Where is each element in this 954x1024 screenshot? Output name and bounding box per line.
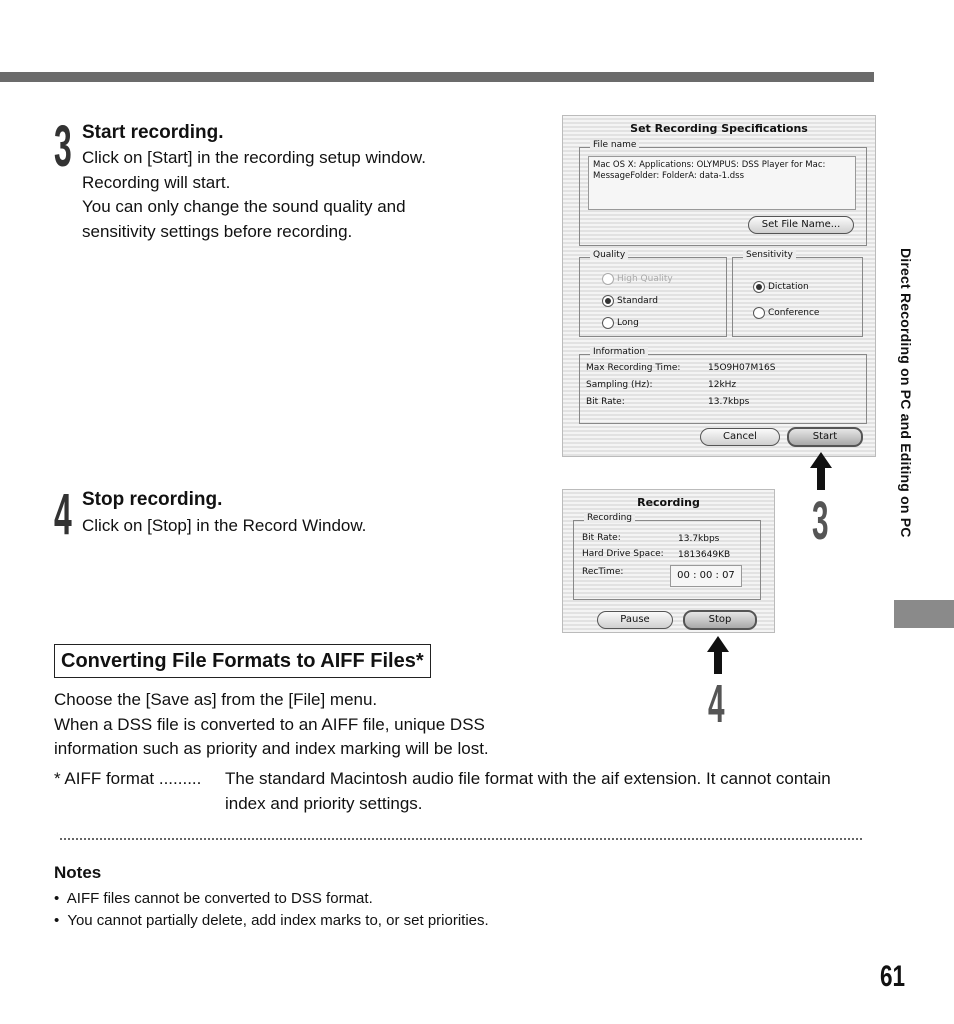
recording-dialog (562, 489, 775, 633)
long-label: Long (617, 318, 639, 328)
information-group (579, 347, 867, 424)
max-recording-time-value: 15O9H07M16S (708, 363, 776, 373)
footnote-description: The standard Macintosh audio file format with the aif extension. It cannot contain index and priority settings. (225, 769, 831, 813)
note-item: • You cannot partially delete, add index marks to, or set priorities. (54, 912, 489, 929)
set-file-name-button[interactable]: Set File Name... (748, 216, 854, 234)
conference-radio[interactable] (753, 307, 765, 319)
start-button[interactable]: Start (787, 427, 863, 447)
note-item-text: You cannot partially delete, add index marks to, or set priorities. (67, 912, 489, 929)
high-quality-radio[interactable] (602, 273, 614, 285)
step-4-title: Stop recording. (82, 489, 223, 510)
hard-drive-space-label: Hard Drive Space: (582, 549, 664, 559)
pause-button[interactable]: Pause (597, 611, 673, 629)
stop-button[interactable]: Stop (683, 610, 757, 630)
file-name-label: File name (590, 140, 639, 150)
hard-drive-space-value: 1813649KB (678, 550, 731, 560)
recording-group-label: Recording (584, 513, 635, 523)
bit-rate-value: 13.7kbps (708, 397, 750, 407)
step-3-text: Click on [Start] in the recording setup window. Recording will start. You can only change the sound quality and sensitivity settings before recording. (82, 148, 426, 241)
file-path-field[interactable] (588, 156, 856, 210)
recording-group (573, 513, 761, 600)
page-number: 61 (880, 960, 906, 993)
dictation-label: Dictation (768, 282, 809, 292)
section-text: Choose the [Save as] from the [File] menu. When a DSS file is converted to an AIFF file, unique DSS information such as priority and index marking will be lost. (54, 690, 489, 758)
dictation-radio[interactable] (753, 281, 765, 293)
step-3-number: 3 (54, 114, 72, 179)
arrow-up-icon (707, 636, 729, 674)
dotted-divider (60, 838, 862, 840)
top-rule (0, 72, 874, 82)
dialog-title: Recording (637, 496, 700, 509)
chapter-tab-marker (894, 600, 954, 628)
dialog-title: Set Recording Specifications (630, 122, 808, 135)
chapter-tab-label: Direct Recording on PC and Editing on PC (898, 248, 914, 538)
sampling-label: Sampling (Hz): (586, 380, 653, 390)
sampling-value: 12kHz (708, 380, 737, 390)
rec-time-value: 00 : 00 : 07 (670, 565, 742, 587)
step-4-number: 4 (54, 482, 72, 547)
step-4-text: Click on [Stop] in the Record Window. (82, 516, 367, 535)
conference-label: Conference (768, 308, 820, 318)
step-3-title: Start recording. (82, 122, 224, 143)
cancel-button[interactable]: Cancel (700, 428, 780, 446)
note-item: • AIFF files cannot be converted to DSS format. (54, 890, 373, 907)
sensitivity-group (732, 250, 863, 337)
callout-3: 3 (812, 491, 829, 551)
arrow-up-icon (810, 452, 832, 490)
long-radio[interactable] (602, 317, 614, 329)
footnote-term: * AIFF format ......... (54, 769, 202, 788)
bit-rate-value: 13.7kbps (678, 534, 720, 544)
high-quality-label: High Quality (617, 274, 673, 284)
quality-label: Quality (590, 250, 628, 260)
file-path-line-2: MessageFolder: FolderA: data-1.dss (593, 171, 745, 181)
max-recording-time-label: Max Recording Time: (586, 363, 681, 373)
sensitivity-label: Sensitivity (743, 250, 796, 260)
section-heading: Converting File Formats to AIFF Files* (54, 644, 431, 678)
notes-title: Notes (54, 863, 102, 882)
bit-rate-label: Bit Rate: (586, 397, 625, 407)
note-item-text: AIFF files cannot be converted to DSS format. (66, 890, 373, 907)
file-name-group (579, 140, 867, 246)
callout-4: 4 (708, 674, 725, 734)
bit-rate-label: Bit Rate: (582, 533, 621, 543)
file-path-line-1: Mac OS X: Applications: OLYMPUS: DSS Player for Mac: (593, 160, 826, 170)
standard-radio[interactable] (602, 295, 614, 307)
information-label: Information (590, 347, 648, 357)
set-recording-specifications-dialog (562, 115, 876, 457)
rec-time-label: RecTime: (582, 567, 624, 577)
quality-group (579, 250, 727, 337)
standard-label: Standard (617, 296, 658, 306)
